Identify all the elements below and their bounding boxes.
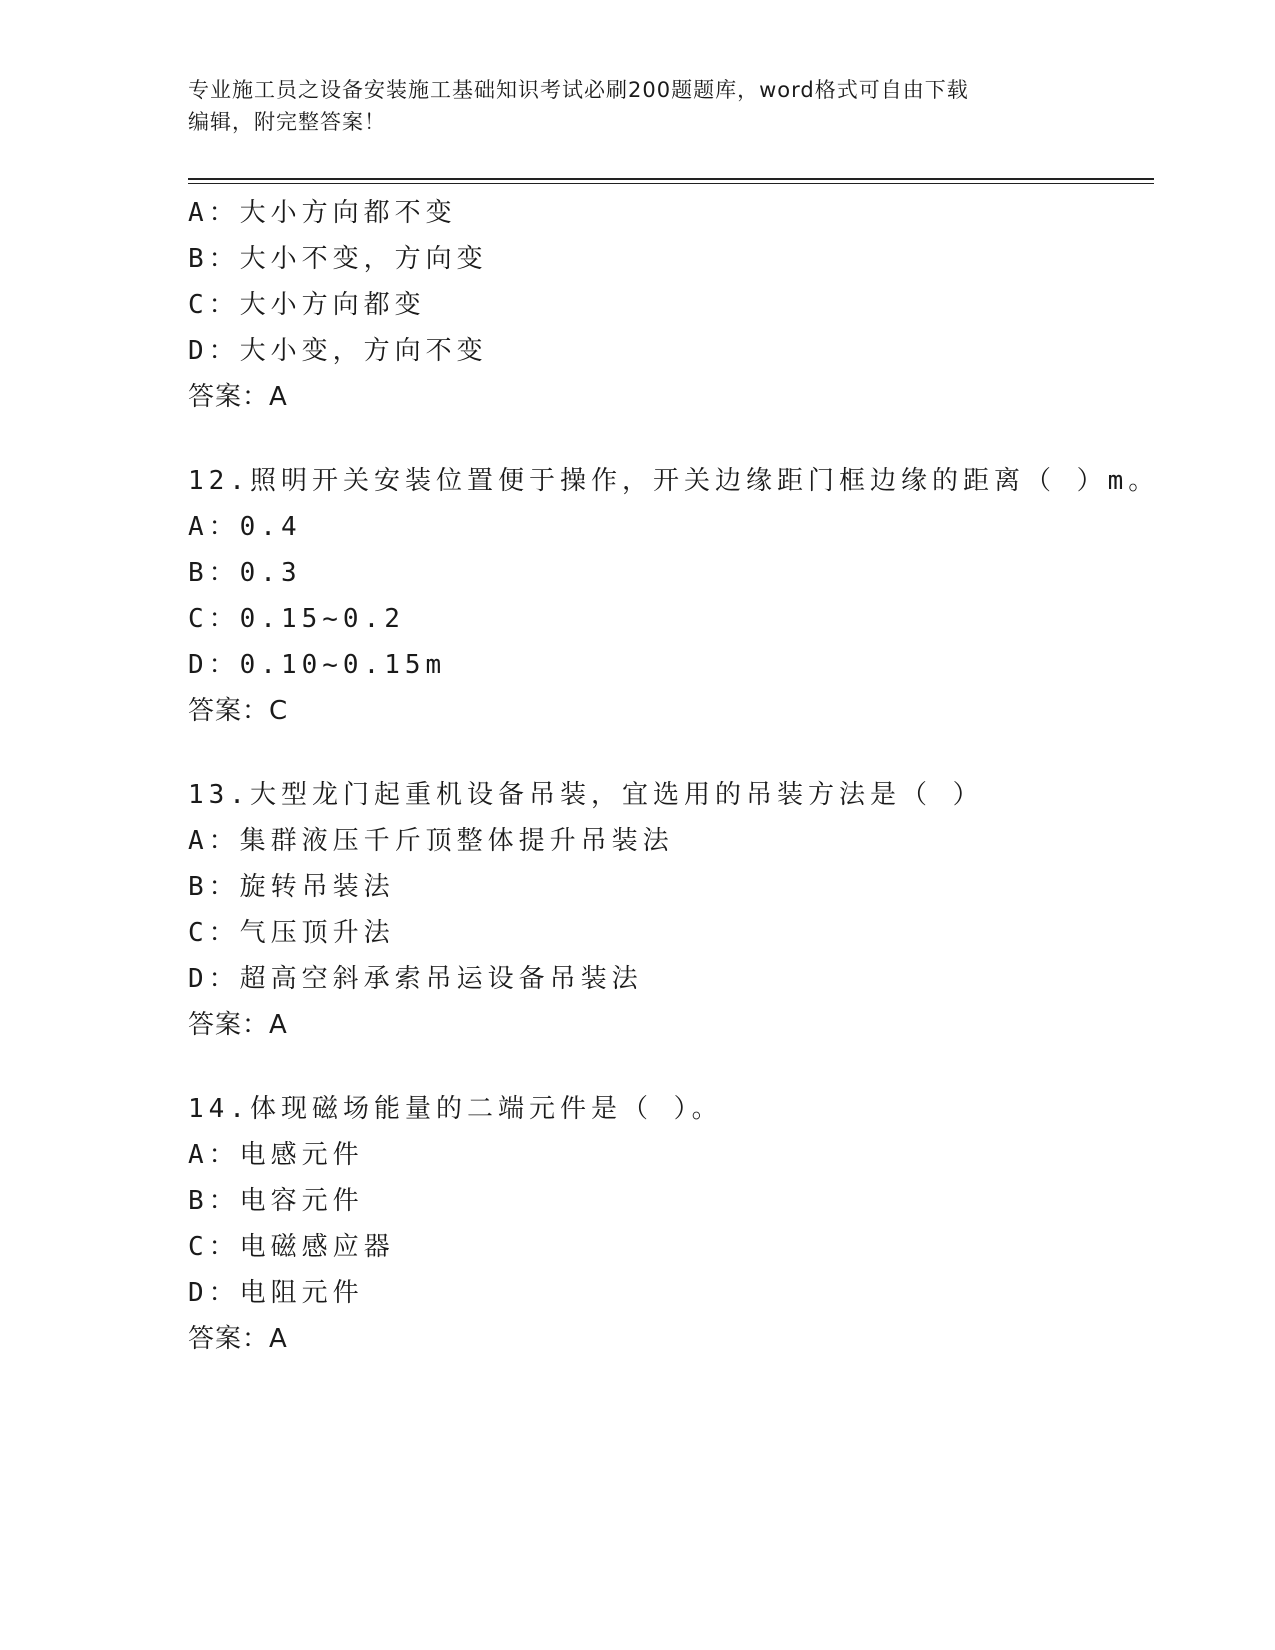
- option-d: D：大小变，方向不变: [188, 336, 488, 366]
- answer: 答案：A: [188, 1010, 288, 1040]
- option-b: B：电容元件: [188, 1186, 364, 1216]
- question-list: [188, 190, 1160, 1362]
- option-a: A：电感元件: [188, 1140, 364, 1170]
- question-12: [188, 458, 1160, 734]
- answer: 答案：C: [188, 696, 289, 726]
- option-a: A：大小方向都不变: [188, 198, 457, 228]
- option-a: A：0.4: [188, 512, 302, 542]
- question-14: [188, 1086, 1148, 1362]
- answer: 答案：A: [188, 382, 288, 412]
- header-divider: [188, 178, 1154, 184]
- page-header: [188, 74, 1088, 138]
- option-d: D：0.10~0.15m: [188, 650, 447, 680]
- option-d: D：电阻元件: [188, 1278, 364, 1308]
- option-a: A：集群液压千斤顶整体提升吊装法: [188, 826, 674, 856]
- option-c: C：大小方向都变: [188, 290, 426, 320]
- option-d: D：超高空斜承索吊运设备吊装法: [188, 964, 643, 994]
- question-13: [188, 772, 1148, 1048]
- question-stem: 14.体现磁场能量的二端元件是（ ）。: [188, 1094, 723, 1124]
- question-stem: 12.照明开关安装位置便于操作，开关边缘距门框边缘的距离（ ）m。: [188, 466, 1160, 496]
- answer: 答案：A: [188, 1324, 288, 1354]
- header-line-2: 编辑，附完整答案！: [188, 110, 386, 134]
- option-c: C：0.15~0.2: [188, 604, 405, 634]
- option-c: C：气压顶升法: [188, 918, 395, 948]
- header-line-1: 专业施工员之设备安装施工基础知识考试必刷200题题库，word格式可自由下载: [188, 78, 969, 102]
- option-b: B：旋转吊装法: [188, 872, 395, 902]
- option-c: C：电磁感应器: [188, 1232, 395, 1262]
- option-b: B：大小不变，方向变: [188, 244, 488, 274]
- option-b: B：0.3: [188, 558, 302, 588]
- question-11-continued: [188, 190, 1148, 420]
- question-stem: 13.大型龙门起重机设备吊装，宜选用的吊装方法是（ ）: [188, 780, 984, 810]
